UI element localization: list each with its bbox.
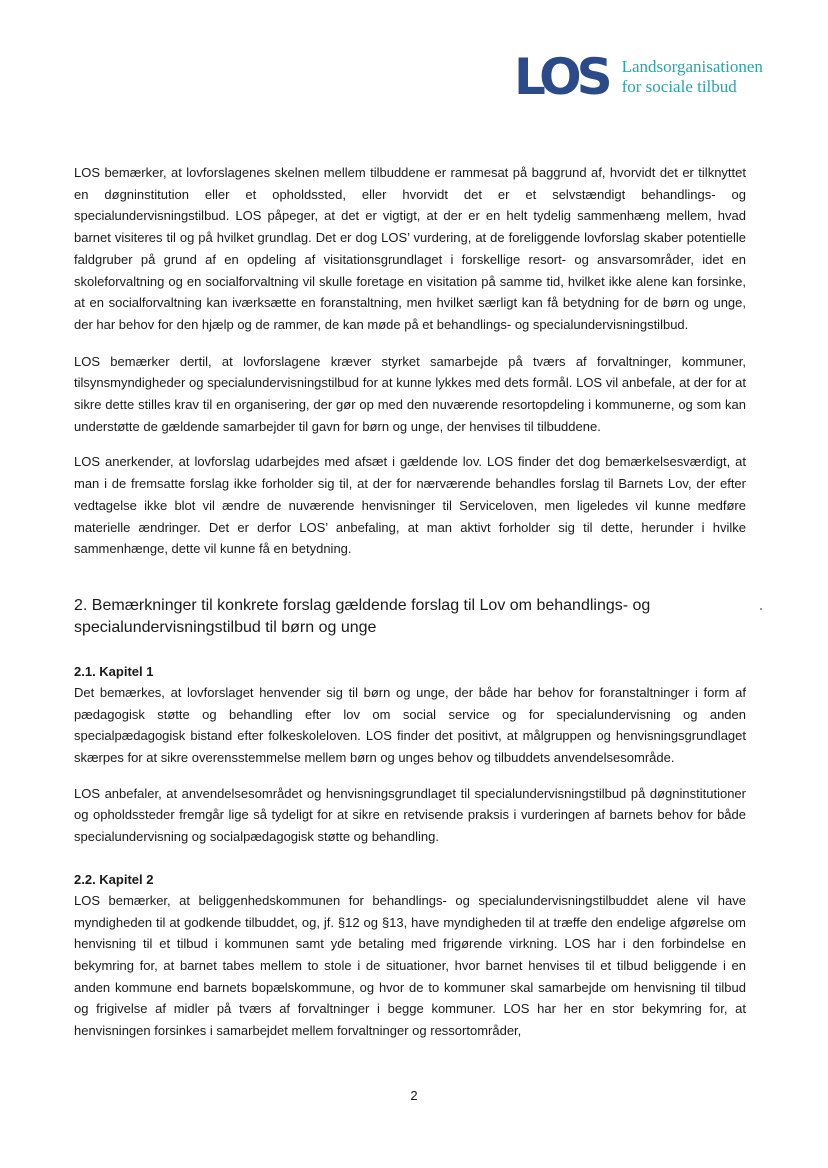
- scan-speck: [760, 608, 762, 610]
- org-name-line2: for sociale tilbud: [621, 77, 737, 96]
- section-2-1-heading: 2.1. Kapitel 1: [74, 663, 154, 679]
- section-2-heading: 2. Bemærkninger til konkrete forslag gældende forslag til Lov om behandlings- og specialundervisningstilbud til børn og unge: [74, 596, 651, 636]
- section-2-1-paragraph-2: LOS anbefaler, at anvendelsesområdet og henvisningsgrundlaget til specialundervisningstilbud på døgninstitutioner og opholdssteder fremgår lige så tydeligt for at sikre en retvisende praksis i vurderingen af barnets behov for både specialundervisning og socialpædagogisk støtte og behandling.: [74, 785, 746, 845]
- logo-mark: LOS: [514, 48, 608, 106]
- org-name-line1: Landsorganisationen: [621, 57, 763, 76]
- intro-paragraph-1: LOS bemærker, at lovforslagenes skelnen mellem tilbuddene er rammesat på baggrund af, hvorvidt det er tilknyttet en døgninstitution eller et opholdssted, eller hvorvidt det er et selvstændigt behandlings- og specialundervisningstilbud. LOS påpeger, at det er vigtigt, at der er en helt tydelig sammenhæng mellem, hvad barnet visiteres til og på hvilket grundlag. Det er dog LOS’ vurdering, at de foreliggende lovforslag skaber potentielle faldgruber på grund af en opdeling af visitationsgrundlaget i forskellige resort- og ansvarsområder, idet en skoleforvaltning og en socialforvaltning vil skulle foretage en visitation på samme tid, hvilket ikke alene kan forsinke, at en socialforvaltning kan iværksætte en foranstaltning, men hvilket særligt kan få betydning for de børn og unge, der har behov for den hjælp og de rammer, de kan møde på et behandlings- og specialundervisningstilbud.: [74, 165, 746, 332]
- section-2-2-paragraph-1: LOS bemærker, at beliggenhedskommunen for behandlings- og specialundervisningstilbuddet alene vil have myndigheden til at godkende tilbuddet, og, jf. §12 og §13, have myndigheden til at træffe den endelige afgørelse om henvisning til et tilbud i kommunen samt yde betaling med frigørende virkning. LOS har i den forbindelse en bekymring for, at barnet tabes mellem to stole i de situationer, hvor barnet henvises til et tilbud beliggende i en anden kommune end barnets bopælskommune, og hvor de to kommuner skal samarbejde om henvisning til tilbud og frigivelse af midler på tværs af forvaltninger i begge kommuner. LOS har her en stor bekymring for, at henvisningen forsinkes i samarbejdet mellem forvaltninger og ressortområder,: [74, 892, 746, 1039]
- intro-paragraph-2: LOS bemærker dertil, at lovforslagene kræver styrket samarbejde på tværs af forvaltninger, kommuner, tilsynsmyndigheder og specialundervisningstilbud for at kunne lykkes med dets formål. LOS vil anbefale, at der for at sikre dette stilles krav til en organisering, der gør op med den nuværende resortopdeling i kommunerne, og som kan understøtte de gældende samarbejder til gavn for børn og unge, der henvises til tilbuddene.: [74, 353, 746, 434]
- section-2-1-paragraph-1: Det bemærkes, at lovforslaget henvender sig til børn og unge, der både har behov for foranstaltninger i form af pædagogisk støtte og behandling efter lov om social service og for specialundervisning og anden specialpædagogisk bistand efter folkeskoleloven. LOS finder det positivt, at målgruppen og henvisningsgrundlaget skærpes for at sikre overensstemmelse mellem børn og unges behov og tilbuddets anvendelsesområde.: [74, 684, 746, 766]
- page-number: 2: [410, 1088, 418, 1103]
- intro-paragraph-3: LOS anerkender, at lovforslag udarbejdes med afsæt i gældende lov. LOS finder det dog bemærkelsesværdigt, at man i de fremsatte forslag ikke forholder sig til, at der for nærværende behandles forslag til Barnets Lov, der efter vedtagelse ikke blot vil ændre de nuværende henvisninger til Serviceloven, men ligeledes vil kunne medføre materielle ændringer. Det er derfor LOS’ anbefaling, at man aktivt forholder sig til dette, herunder i hvilke sammenhænge, dette vil kunne få en betydning.: [74, 454, 746, 557]
- los-logo: [514, 48, 763, 106]
- org-name: [622, 57, 763, 97]
- document-body: [74, 162, 746, 1056]
- section-2-2-heading: 2.2. Kapitel 2: [74, 871, 154, 887]
